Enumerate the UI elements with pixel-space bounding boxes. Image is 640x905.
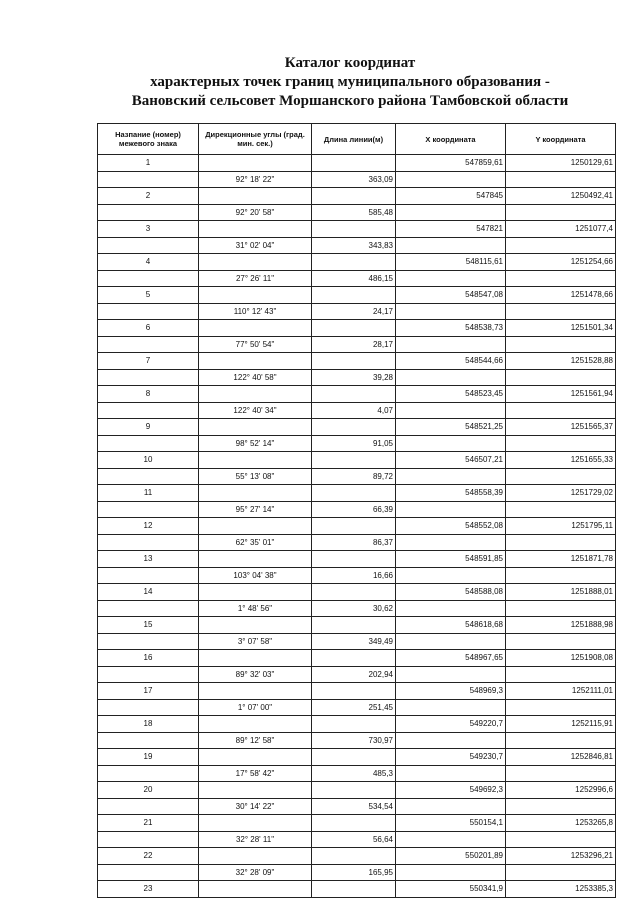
y-coordinate: 1251565,37 (506, 419, 616, 436)
empty-cell (396, 402, 506, 419)
empty-cell (98, 435, 199, 452)
empty-cell (312, 683, 396, 700)
empty-cell (396, 171, 506, 188)
segment-row (98, 666, 616, 683)
empty-cell (199, 749, 312, 766)
point-number: 3 (98, 221, 199, 238)
y-coordinate: 1251478,66 (506, 287, 616, 304)
empty-cell (506, 699, 616, 716)
segment-row (98, 501, 616, 518)
point-row (98, 452, 616, 469)
point-number: 17 (98, 683, 199, 700)
empty-cell (396, 699, 506, 716)
y-coordinate: 1251888,01 (506, 584, 616, 601)
empty-cell (98, 237, 199, 254)
point-row (98, 881, 616, 898)
point-row (98, 254, 616, 271)
empty-cell (199, 518, 312, 535)
direction-angle: 30° 14' 22" (199, 798, 312, 815)
empty-cell (506, 534, 616, 551)
segment-row (98, 831, 616, 848)
x-coordinate: 549230,7 (396, 749, 506, 766)
segment-row (98, 765, 616, 782)
direction-angle: 98° 52' 14" (199, 435, 312, 452)
line-length: 56,64 (312, 831, 396, 848)
point-number: 12 (98, 518, 199, 535)
segment-row (98, 468, 616, 485)
empty-cell (98, 567, 199, 584)
direction-angle: 103° 04' 38" (199, 567, 312, 584)
y-coordinate: 1250129,61 (506, 155, 616, 172)
x-coordinate: 546507,21 (396, 452, 506, 469)
line-length: 363,09 (312, 171, 396, 188)
y-coordinate: 1253296,21 (506, 848, 616, 865)
empty-cell (396, 666, 506, 683)
point-number: 4 (98, 254, 199, 271)
segment-row (98, 699, 616, 716)
x-coordinate: 548969,3 (396, 683, 506, 700)
empty-cell (396, 765, 506, 782)
empty-cell (199, 617, 312, 634)
point-row (98, 782, 616, 799)
empty-cell (312, 650, 396, 667)
empty-cell (506, 369, 616, 386)
x-coordinate: 548521,25 (396, 419, 506, 436)
point-number: 11 (98, 485, 199, 502)
empty-cell (98, 369, 199, 386)
segment-row (98, 171, 616, 188)
x-coordinate: 547859,61 (396, 155, 506, 172)
empty-cell (199, 881, 312, 898)
point-row (98, 188, 616, 205)
empty-cell (98, 303, 199, 320)
empty-cell (312, 485, 396, 502)
point-number: 2 (98, 188, 199, 205)
x-coordinate: 550201,89 (396, 848, 506, 865)
point-number: 23 (98, 881, 199, 898)
x-coordinate: 548591,85 (396, 551, 506, 568)
direction-angle: 77° 50' 54" (199, 336, 312, 353)
empty-cell (396, 204, 506, 221)
point-number: 21 (98, 815, 199, 832)
table-header-row (98, 124, 616, 155)
point-number: 18 (98, 716, 199, 733)
empty-cell (312, 419, 396, 436)
direction-angle: 17° 58' 42" (199, 765, 312, 782)
x-coordinate: 548547,08 (396, 287, 506, 304)
title-line-2: характерных точек границ муниципального образования - (150, 74, 550, 90)
point-number: 13 (98, 551, 199, 568)
empty-cell (199, 716, 312, 733)
point-number: 19 (98, 749, 199, 766)
empty-cell (199, 683, 312, 700)
line-length: 730,97 (312, 732, 396, 749)
empty-cell (396, 534, 506, 551)
empty-cell (312, 386, 396, 403)
empty-cell (396, 501, 506, 518)
x-coordinate: 548552,08 (396, 518, 506, 535)
empty-cell (312, 716, 396, 733)
empty-cell (98, 468, 199, 485)
segment-row (98, 204, 616, 221)
empty-cell (312, 353, 396, 370)
y-coordinate: 1251908,08 (506, 650, 616, 667)
empty-cell (98, 798, 199, 815)
point-row (98, 386, 616, 403)
empty-cell (506, 666, 616, 683)
empty-cell (506, 732, 616, 749)
empty-cell (506, 633, 616, 650)
direction-angle: 3° 07' 58" (199, 633, 312, 650)
point-number: 20 (98, 782, 199, 799)
point-row (98, 287, 616, 304)
empty-cell (199, 551, 312, 568)
empty-cell (506, 600, 616, 617)
empty-cell (396, 435, 506, 452)
point-row (98, 518, 616, 535)
empty-cell (199, 254, 312, 271)
empty-cell (506, 864, 616, 881)
point-number: 7 (98, 353, 199, 370)
empty-cell (199, 452, 312, 469)
segment-row (98, 303, 616, 320)
empty-cell (506, 468, 616, 485)
x-coordinate: 548588,08 (396, 584, 506, 601)
document-title (100, 54, 600, 111)
y-coordinate: 1251795,11 (506, 518, 616, 535)
direction-angle: 89° 32' 03" (199, 666, 312, 683)
point-number: 14 (98, 584, 199, 601)
empty-cell (199, 419, 312, 436)
segment-row (98, 435, 616, 452)
empty-cell (506, 204, 616, 221)
empty-cell (312, 815, 396, 832)
line-length: 251,45 (312, 699, 396, 716)
segment-row (98, 633, 616, 650)
title-line-1: Каталог координат (284, 55, 416, 71)
point-row (98, 551, 616, 568)
empty-cell (396, 600, 506, 617)
empty-cell (312, 518, 396, 535)
segment-row (98, 798, 616, 815)
empty-cell (98, 534, 199, 551)
empty-cell (506, 798, 616, 815)
empty-cell (98, 501, 199, 518)
x-coordinate: 548523,45 (396, 386, 506, 403)
x-coordinate: 548544,66 (396, 353, 506, 370)
x-coordinate: 549692,3 (396, 782, 506, 799)
point-row (98, 353, 616, 370)
point-number: 5 (98, 287, 199, 304)
y-coordinate: 1251077,4 (506, 221, 616, 238)
point-row (98, 650, 616, 667)
x-coordinate: 548538,73 (396, 320, 506, 337)
empty-cell (312, 782, 396, 799)
header-y-coordinate: Y координата (506, 124, 616, 155)
x-coordinate: 548618,68 (396, 617, 506, 634)
empty-cell (506, 765, 616, 782)
y-coordinate: 1252846,81 (506, 749, 616, 766)
empty-cell (98, 600, 199, 617)
direction-angle: 89° 12' 58" (199, 732, 312, 749)
empty-cell (312, 155, 396, 172)
empty-cell (506, 831, 616, 848)
line-length: 16,66 (312, 567, 396, 584)
empty-cell (199, 815, 312, 832)
table-body (98, 155, 616, 898)
empty-cell (98, 666, 199, 683)
empty-cell (396, 336, 506, 353)
empty-cell (312, 584, 396, 601)
line-length: 349,49 (312, 633, 396, 650)
direction-angle: 27° 26' 11" (199, 270, 312, 287)
point-row (98, 584, 616, 601)
segment-row (98, 336, 616, 353)
empty-cell (396, 468, 506, 485)
direction-angle: 31° 02' 04" (199, 237, 312, 254)
empty-cell (199, 650, 312, 667)
line-length: 86,37 (312, 534, 396, 551)
empty-cell (506, 567, 616, 584)
point-number: 8 (98, 386, 199, 403)
empty-cell (199, 485, 312, 502)
x-coordinate: 550341,9 (396, 881, 506, 898)
empty-cell (199, 386, 312, 403)
empty-cell (312, 452, 396, 469)
empty-cell (396, 732, 506, 749)
title-line-3: Вановский сельсовет Моршанского района Тамбовской области (131, 93, 569, 109)
point-row (98, 320, 616, 337)
empty-cell (312, 221, 396, 238)
empty-cell (98, 699, 199, 716)
empty-cell (312, 848, 396, 865)
empty-cell (98, 270, 199, 287)
empty-cell (396, 237, 506, 254)
direction-angle: 32° 28' 09" (199, 864, 312, 881)
segment-row (98, 864, 616, 881)
empty-cell (199, 320, 312, 337)
segment-row (98, 402, 616, 419)
line-length: 585,48 (312, 204, 396, 221)
point-number: 16 (98, 650, 199, 667)
segment-row (98, 237, 616, 254)
line-length: 66,39 (312, 501, 396, 518)
empty-cell (312, 617, 396, 634)
empty-cell (312, 287, 396, 304)
empty-cell (98, 336, 199, 353)
line-length: 91,05 (312, 435, 396, 452)
x-coordinate: 549220,7 (396, 716, 506, 733)
empty-cell (199, 221, 312, 238)
empty-cell (199, 353, 312, 370)
header-line-length: Длина линии(м) (312, 124, 396, 155)
empty-cell (98, 765, 199, 782)
y-coordinate: 1253265,8 (506, 815, 616, 832)
point-number: 9 (98, 419, 199, 436)
empty-cell (199, 155, 312, 172)
line-length: 4,07 (312, 402, 396, 419)
y-coordinate: 1251501,34 (506, 320, 616, 337)
empty-cell (506, 435, 616, 452)
empty-cell (396, 567, 506, 584)
y-coordinate: 1251655,33 (506, 452, 616, 469)
point-row (98, 848, 616, 865)
segment-row (98, 534, 616, 551)
direction-angle: 95° 27' 14" (199, 501, 312, 518)
line-length: 28,17 (312, 336, 396, 353)
empty-cell (199, 848, 312, 865)
point-row (98, 155, 616, 172)
segment-row (98, 270, 616, 287)
point-row (98, 485, 616, 502)
line-length: 24,17 (312, 303, 396, 320)
line-length: 39,28 (312, 369, 396, 386)
empty-cell (506, 501, 616, 518)
segment-row (98, 600, 616, 617)
empty-cell (98, 402, 199, 419)
y-coordinate: 1250492,41 (506, 188, 616, 205)
line-length: 165,95 (312, 864, 396, 881)
x-coordinate: 548967,65 (396, 650, 506, 667)
segment-row (98, 369, 616, 386)
empty-cell (506, 237, 616, 254)
segment-row (98, 567, 616, 584)
point-number: 1 (98, 155, 199, 172)
direction-angle: 122° 40' 34" (199, 402, 312, 419)
point-row (98, 683, 616, 700)
coordinates-table (97, 123, 616, 898)
point-number: 15 (98, 617, 199, 634)
direction-angle: 110° 12' 43" (199, 303, 312, 320)
empty-cell (199, 584, 312, 601)
point-row (98, 221, 616, 238)
empty-cell (199, 287, 312, 304)
empty-cell (312, 881, 396, 898)
x-coordinate: 547821 (396, 221, 506, 238)
empty-cell (396, 270, 506, 287)
direction-angle: 62° 35' 01" (199, 534, 312, 551)
empty-cell (396, 303, 506, 320)
y-coordinate: 1252115,91 (506, 716, 616, 733)
y-coordinate: 1251561,94 (506, 386, 616, 403)
empty-cell (199, 188, 312, 205)
y-coordinate: 1252996,6 (506, 782, 616, 799)
y-coordinate: 1251888,98 (506, 617, 616, 634)
direction-angle: 122° 40' 58" (199, 369, 312, 386)
x-coordinate: 548558,39 (396, 485, 506, 502)
point-row (98, 716, 616, 733)
point-number: 6 (98, 320, 199, 337)
empty-cell (98, 204, 199, 221)
empty-cell (312, 749, 396, 766)
empty-cell (312, 188, 396, 205)
y-coordinate: 1253385,3 (506, 881, 616, 898)
x-coordinate: 550154,1 (396, 815, 506, 832)
line-length: 30,62 (312, 600, 396, 617)
empty-cell (506, 303, 616, 320)
direction-angle: 32° 28' 11" (199, 831, 312, 848)
header-direction-angle: Дирекционные углы (град. мин. сек.) (199, 124, 312, 155)
header-x-coordinate: X координата (396, 124, 506, 155)
empty-cell (199, 782, 312, 799)
empty-cell (396, 831, 506, 848)
line-length: 486,15 (312, 270, 396, 287)
empty-cell (312, 254, 396, 271)
line-length: 485,3 (312, 765, 396, 782)
empty-cell (98, 171, 199, 188)
empty-cell (396, 798, 506, 815)
y-coordinate: 1251528,88 (506, 353, 616, 370)
empty-cell (396, 369, 506, 386)
direction-angle: 92° 18' 22" (199, 171, 312, 188)
empty-cell (396, 864, 506, 881)
direction-angle: 1° 07' 00" (199, 699, 312, 716)
empty-cell (396, 633, 506, 650)
empty-cell (506, 402, 616, 419)
empty-cell (506, 336, 616, 353)
x-coordinate: 548115,61 (396, 254, 506, 271)
empty-cell (506, 270, 616, 287)
empty-cell (98, 633, 199, 650)
direction-angle: 92° 20' 58" (199, 204, 312, 221)
empty-cell (98, 732, 199, 749)
line-length: 343,83 (312, 237, 396, 254)
y-coordinate: 1251871,78 (506, 551, 616, 568)
point-row (98, 815, 616, 832)
x-coordinate: 547845 (396, 188, 506, 205)
y-coordinate: 1252111,01 (506, 683, 616, 700)
direction-angle: 55° 13' 08" (199, 468, 312, 485)
point-number: 10 (98, 452, 199, 469)
point-row (98, 419, 616, 436)
segment-row (98, 732, 616, 749)
empty-cell (312, 551, 396, 568)
y-coordinate: 1251254,66 (506, 254, 616, 271)
line-length: 89,72 (312, 468, 396, 485)
empty-cell (506, 171, 616, 188)
point-row (98, 749, 616, 766)
point-row (98, 617, 616, 634)
header-point-number: Назпание (номер) межевого знака (98, 124, 199, 155)
y-coordinate: 1251729,02 (506, 485, 616, 502)
empty-cell (98, 864, 199, 881)
line-length: 534,54 (312, 798, 396, 815)
point-number: 22 (98, 848, 199, 865)
direction-angle: 1° 48' 56" (199, 600, 312, 617)
empty-cell (98, 831, 199, 848)
line-length: 202,94 (312, 666, 396, 683)
empty-cell (312, 320, 396, 337)
